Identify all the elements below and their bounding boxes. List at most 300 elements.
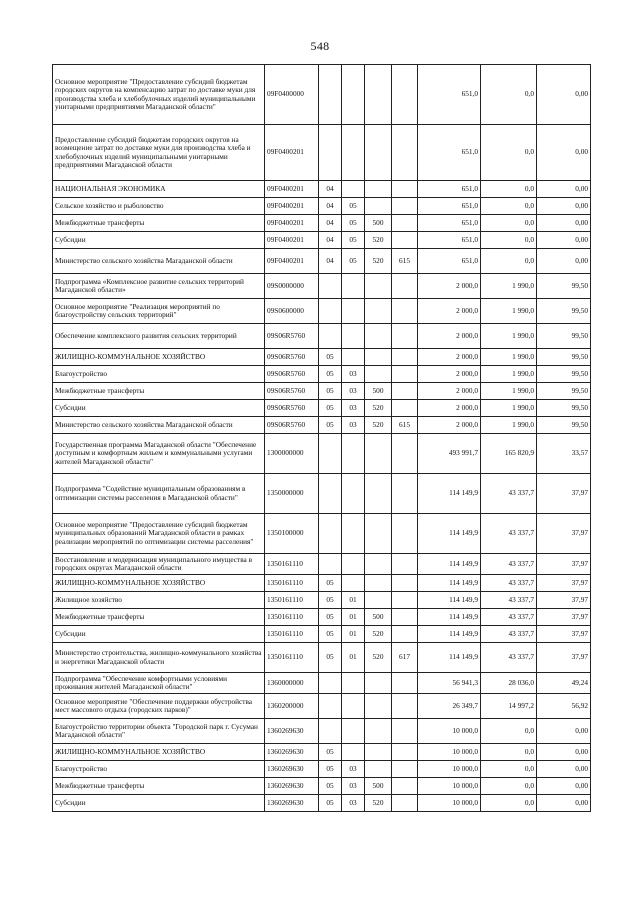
row-value-plan: 114 149,9 — [418, 609, 481, 626]
row-podrazdel — [342, 65, 365, 125]
row-vid-rashodov — [365, 181, 392, 198]
row-value-fact: 1 990,0 — [481, 417, 537, 434]
row-vedomstvo — [392, 232, 418, 249]
row-code: 1360200000 — [265, 694, 319, 719]
row-razdel: 05 — [319, 349, 342, 366]
row-vedomstvo — [392, 434, 418, 474]
row-code: 1350161110 — [265, 609, 319, 626]
row-vid-rashodov — [365, 324, 392, 349]
row-value-percent: 37,97 — [537, 514, 591, 554]
row-vedomstvo — [392, 609, 418, 626]
row-name: ЖИЛИЩНО-КОММУНАЛЬНОЕ ХОЗЯЙСТВО — [53, 744, 265, 761]
row-podrazdel — [342, 434, 365, 474]
row-value-fact: 1 990,0 — [481, 349, 537, 366]
row-razdel: 05 — [319, 383, 342, 400]
row-podrazdel — [342, 181, 365, 198]
row-podrazdel: 01 — [342, 592, 365, 609]
table-row — [53, 474, 591, 514]
row-razdel: 05 — [319, 575, 342, 592]
row-name: Сельское хозяйство и рыболовство — [53, 198, 265, 215]
row-vedomstvo — [392, 761, 418, 778]
row-podrazdel — [342, 575, 365, 592]
table-row — [53, 349, 591, 366]
row-podrazdel: 03 — [342, 383, 365, 400]
row-podrazdel — [342, 299, 365, 324]
row-vedomstvo: 615 — [392, 417, 418, 434]
row-name: Подпрограмма "Содействие муниципальным образованиям в оптимизации системы расселения в Магаданской области" — [53, 474, 265, 514]
table-row — [53, 554, 591, 575]
row-value-percent: 99,50 — [537, 274, 591, 299]
row-name: Субсидии — [53, 232, 265, 249]
row-code: 1360269630 — [265, 719, 319, 744]
row-vid-rashodov: 520 — [365, 249, 392, 274]
row-value-fact: 1 990,0 — [481, 299, 537, 324]
row-razdel — [319, 694, 342, 719]
row-vedomstvo — [392, 215, 418, 232]
row-razdel — [319, 673, 342, 694]
row-value-percent: 37,97 — [537, 643, 591, 673]
row-podrazdel: 03 — [342, 417, 365, 434]
row-razdel: 05 — [319, 744, 342, 761]
row-code: 1350000000 — [265, 474, 319, 514]
row-razdel: 05 — [319, 400, 342, 417]
row-code: 09S0000000 — [265, 274, 319, 299]
row-podrazdel — [342, 554, 365, 575]
row-vedomstvo — [392, 744, 418, 761]
row-name: Основное мероприятие "Реализация мероприятий по благоустройству сельских территорий" — [53, 299, 265, 324]
row-code: 1360269630 — [265, 744, 319, 761]
row-vid-rashodov — [365, 349, 392, 366]
row-podrazdel — [342, 514, 365, 554]
table-row — [53, 514, 591, 554]
row-vedomstvo — [392, 349, 418, 366]
row-value-fact: 43 337,7 — [481, 554, 537, 575]
row-value-fact: 0,0 — [481, 181, 537, 198]
row-code: 1350161110 — [265, 643, 319, 673]
row-razdel — [319, 299, 342, 324]
row-vid-rashodov — [365, 299, 392, 324]
table-row — [53, 575, 591, 592]
row-value-percent: 99,50 — [537, 417, 591, 434]
table-row — [53, 719, 591, 744]
table-row — [53, 232, 591, 249]
row-razdel — [319, 125, 342, 181]
row-value-plan: 651,0 — [418, 125, 481, 181]
row-value-plan: 2 000,0 — [418, 299, 481, 324]
row-name: Основное мероприятие "Предоставление субсидий бюджетам городских округов на компенсацию затрат по доставке муки для производства хлеба и хлебобулочных изделий муниципальными унитарными предприятиями Магаданской области" — [53, 65, 265, 125]
row-value-plan: 10 000,0 — [418, 761, 481, 778]
row-value-fact: 165 820,9 — [481, 434, 537, 474]
row-value-fact: 1 990,0 — [481, 366, 537, 383]
row-name: Благоустройство — [53, 366, 265, 383]
row-value-fact: 0,0 — [481, 65, 537, 125]
row-vedomstvo — [392, 198, 418, 215]
row-value-fact: 43 337,7 — [481, 643, 537, 673]
row-code: 09F0400201 — [265, 232, 319, 249]
table-row — [53, 181, 591, 198]
row-value-plan: 2 000,0 — [418, 383, 481, 400]
table-row — [53, 795, 591, 812]
row-name: Основное мероприятие "Обеспечение поддержки обустройства мест массового отдыха (городских парков)" — [53, 694, 265, 719]
row-razdel: 05 — [319, 643, 342, 673]
table-row — [53, 215, 591, 232]
row-vid-rashodov — [365, 198, 392, 215]
table-row — [53, 626, 591, 643]
table-row — [53, 324, 591, 349]
row-value-percent: 37,97 — [537, 592, 591, 609]
row-value-plan: 56 941,3 — [418, 673, 481, 694]
row-code: 1360269630 — [265, 778, 319, 795]
row-vid-rashodov: 500 — [365, 215, 392, 232]
row-vedomstvo — [392, 474, 418, 514]
row-razdel — [319, 65, 342, 125]
row-value-fact: 1 990,0 — [481, 324, 537, 349]
row-value-fact: 1 990,0 — [481, 274, 537, 299]
row-code: 1350161110 — [265, 592, 319, 609]
row-value-plan: 114 149,9 — [418, 626, 481, 643]
row-name: Подпрограмма «Комплексное развитие сельских территорий Магаданской области» — [53, 274, 265, 299]
row-vedomstvo — [392, 694, 418, 719]
row-vedomstvo — [392, 65, 418, 125]
row-value-percent: 0,00 — [537, 778, 591, 795]
row-razdel: 05 — [319, 609, 342, 626]
row-name: Подпрограмма "Обеспечение комфортными условиями проживания жителей Магаданской области" — [53, 673, 265, 694]
row-value-percent: 0,00 — [537, 181, 591, 198]
row-vedomstvo — [392, 274, 418, 299]
row-code: 1350161110 — [265, 554, 319, 575]
row-razdel: 04 — [319, 198, 342, 215]
row-code: 09S06R5760 — [265, 417, 319, 434]
row-code: 1360269630 — [265, 795, 319, 812]
row-code: 09F0400201 — [265, 125, 319, 181]
row-code: 1350100000 — [265, 514, 319, 554]
row-vid-rashodov — [365, 65, 392, 125]
row-name: Жилищное хозяйство — [53, 592, 265, 609]
row-vid-rashodov: 520 — [365, 417, 392, 434]
row-code: 09F0400000 — [265, 65, 319, 125]
row-value-plan: 651,0 — [418, 249, 481, 274]
row-vid-rashodov — [365, 761, 392, 778]
row-vedomstvo — [392, 673, 418, 694]
row-vid-rashodov — [365, 125, 392, 181]
row-vedomstvo — [392, 778, 418, 795]
row-razdel: 05 — [319, 795, 342, 812]
row-value-percent: 37,97 — [537, 626, 591, 643]
row-vedomstvo — [392, 795, 418, 812]
row-value-percent: 49,24 — [537, 673, 591, 694]
table-row — [53, 673, 591, 694]
row-razdel — [319, 474, 342, 514]
row-value-percent: 0,00 — [537, 744, 591, 761]
row-value-fact: 0,0 — [481, 744, 537, 761]
row-razdel: 04 — [319, 181, 342, 198]
row-value-percent: 0,00 — [537, 215, 591, 232]
table-row — [53, 366, 591, 383]
row-value-fact: 0,0 — [481, 719, 537, 744]
row-podrazdel: 03 — [342, 795, 365, 812]
table-row — [53, 434, 591, 474]
row-name: Благоустройство — [53, 761, 265, 778]
row-podrazdel — [342, 474, 365, 514]
row-name: ЖИЛИЩНО-КОММУНАЛЬНОЕ ХОЗЯЙСТВО — [53, 349, 265, 366]
row-code: 09S06R5760 — [265, 324, 319, 349]
row-razdel: 05 — [319, 778, 342, 795]
row-vid-rashodov: 520 — [365, 626, 392, 643]
row-podrazdel: 05 — [342, 249, 365, 274]
row-value-plan: 10 000,0 — [418, 744, 481, 761]
row-razdel: 04 — [319, 249, 342, 274]
row-name: Министерство сельского хозяйства Магаданской области — [53, 417, 265, 434]
row-value-fact: 0,0 — [481, 249, 537, 274]
table-row — [53, 249, 591, 274]
row-vedomstvo — [392, 400, 418, 417]
row-value-percent: 37,97 — [537, 554, 591, 575]
row-vedomstvo: 615 — [392, 249, 418, 274]
row-razdel: 05 — [319, 626, 342, 643]
table-row — [53, 274, 591, 299]
row-code: 1360269630 — [265, 761, 319, 778]
table-row — [53, 299, 591, 324]
row-value-fact: 0,0 — [481, 795, 537, 812]
row-value-plan: 493 991,7 — [418, 434, 481, 474]
row-name: Восстановление и модернизация муниципального имущества в городских округах Магаданской области — [53, 554, 265, 575]
row-razdel: 05 — [319, 761, 342, 778]
row-vid-rashodov: 500 — [365, 383, 392, 400]
row-code: 1360000000 — [265, 673, 319, 694]
row-vid-rashodov — [365, 514, 392, 554]
row-razdel: 04 — [319, 232, 342, 249]
row-name: Основное мероприятие "Предоставление субсидий бюджетам муниципальных образований Магаданской области в рамках реализации мероприятий по оптимизации системы расселения" — [53, 514, 265, 554]
table-row — [53, 643, 591, 673]
row-code: 1350161110 — [265, 626, 319, 643]
table-row — [53, 592, 591, 609]
row-name: Межбюджетные трансферты — [53, 215, 265, 232]
row-vid-rashodov — [365, 366, 392, 383]
row-value-plan: 10 000,0 — [418, 719, 481, 744]
row-value-plan: 114 149,9 — [418, 575, 481, 592]
table-row — [53, 383, 591, 400]
row-value-percent: 99,50 — [537, 349, 591, 366]
row-vid-rashodov — [365, 592, 392, 609]
row-code: 09S06R5760 — [265, 366, 319, 383]
row-value-plan: 2 000,0 — [418, 366, 481, 383]
row-vedomstvo — [392, 299, 418, 324]
row-name: Министерство сельского хозяйства Магаданской области — [53, 249, 265, 274]
row-vedomstvo — [392, 181, 418, 198]
row-podrazdel — [342, 694, 365, 719]
row-vedomstvo — [392, 626, 418, 643]
row-value-fact: 43 337,7 — [481, 575, 537, 592]
row-value-percent: 0,00 — [537, 232, 591, 249]
row-name: Благоустройство территории объекта "Городской парк г. Сусуман Магаданской области" — [53, 719, 265, 744]
row-code: 09S06R5760 — [265, 349, 319, 366]
row-code: 09S0600000 — [265, 299, 319, 324]
row-podrazdel: 03 — [342, 400, 365, 417]
row-name: ЖИЛИЩНО-КОММУНАЛЬНОЕ ХОЗЯЙСТВО — [53, 575, 265, 592]
row-value-plan: 10 000,0 — [418, 778, 481, 795]
row-value-percent: 99,50 — [537, 299, 591, 324]
row-vid-rashodov: 520 — [365, 795, 392, 812]
row-code: 1350161110 — [265, 575, 319, 592]
table-row — [53, 400, 591, 417]
row-value-percent: 0,00 — [537, 198, 591, 215]
row-podrazdel — [342, 125, 365, 181]
row-value-fact: 0,0 — [481, 778, 537, 795]
row-value-plan: 651,0 — [418, 215, 481, 232]
table-row — [53, 778, 591, 795]
row-value-fact: 0,0 — [481, 125, 537, 181]
table-row — [53, 609, 591, 626]
row-vid-rashodov: 500 — [365, 778, 392, 795]
row-value-fact: 43 337,7 — [481, 514, 537, 554]
row-podrazdel — [342, 324, 365, 349]
budget-table — [52, 64, 591, 812]
table-row — [53, 417, 591, 434]
row-podrazdel — [342, 673, 365, 694]
table-row — [53, 65, 591, 125]
row-value-percent: 0,00 — [537, 719, 591, 744]
row-vid-rashodov — [365, 554, 392, 575]
row-vedomstvo: 617 — [392, 643, 418, 673]
row-podrazdel: 01 — [342, 643, 365, 673]
row-name: Субсидии — [53, 400, 265, 417]
row-value-plan: 651,0 — [418, 65, 481, 125]
row-value-fact: 0,0 — [481, 198, 537, 215]
row-value-plan: 10 000,0 — [418, 795, 481, 812]
row-value-fact: 0,0 — [481, 215, 537, 232]
row-name: Министерство строительства, жилищно-коммунального хозяйства и энергетики Магаданской области — [53, 643, 265, 673]
table-row — [53, 198, 591, 215]
row-podrazdel: 01 — [342, 626, 365, 643]
row-value-percent: 0,00 — [537, 65, 591, 125]
row-value-plan: 2 000,0 — [418, 274, 481, 299]
row-code: 1300000000 — [265, 434, 319, 474]
row-name: Межбюджетные трансферты — [53, 609, 265, 626]
row-value-percent: 0,00 — [537, 761, 591, 778]
row-value-plan: 114 149,9 — [418, 643, 481, 673]
row-code: 09S06R5760 — [265, 383, 319, 400]
row-vedomstvo — [392, 575, 418, 592]
row-value-plan: 2 000,0 — [418, 349, 481, 366]
row-vedomstvo — [392, 554, 418, 575]
row-value-plan: 2 000,0 — [418, 400, 481, 417]
row-podrazdel: 05 — [342, 215, 365, 232]
row-value-plan: 114 149,9 — [418, 592, 481, 609]
row-value-fact: 1 990,0 — [481, 400, 537, 417]
row-value-plan: 114 149,9 — [418, 474, 481, 514]
row-value-percent: 0,00 — [537, 125, 591, 181]
row-value-plan: 2 000,0 — [418, 417, 481, 434]
row-value-plan: 114 149,9 — [418, 514, 481, 554]
row-razdel: 04 — [319, 215, 342, 232]
row-name: Межбюджетные трансферты — [53, 778, 265, 795]
row-razdel — [319, 324, 342, 349]
row-vid-rashodov — [365, 744, 392, 761]
row-vid-rashodov: 520 — [365, 232, 392, 249]
row-value-percent: 37,97 — [537, 575, 591, 592]
row-value-fact: 43 337,7 — [481, 474, 537, 514]
row-vedomstvo — [392, 366, 418, 383]
row-value-plan: 26 349,7 — [418, 694, 481, 719]
row-value-fact: 0,0 — [481, 761, 537, 778]
page-number: 548 — [310, 39, 330, 53]
table-row — [53, 761, 591, 778]
table-row — [53, 744, 591, 761]
row-code: 09S06R5760 — [265, 400, 319, 417]
row-value-percent: 37,97 — [537, 609, 591, 626]
row-code: 09F0400201 — [265, 215, 319, 232]
row-value-percent: 99,50 — [537, 366, 591, 383]
row-razdel: 05 — [319, 366, 342, 383]
row-value-percent: 99,50 — [537, 383, 591, 400]
row-vedomstvo — [392, 719, 418, 744]
row-podrazdel — [342, 349, 365, 366]
row-razdel — [319, 434, 342, 474]
row-code: 09F0400201 — [265, 198, 319, 215]
row-value-fact: 1 990,0 — [481, 383, 537, 400]
row-vid-rashodov: 520 — [365, 400, 392, 417]
row-podrazdel: 03 — [342, 366, 365, 383]
row-vedomstvo — [392, 592, 418, 609]
row-value-plan: 114 149,9 — [418, 554, 481, 575]
row-code: 09F0400201 — [265, 249, 319, 274]
row-value-percent: 0,00 — [537, 249, 591, 274]
row-vedomstvo — [392, 514, 418, 554]
row-podrazdel — [342, 744, 365, 761]
row-vid-rashodov: 500 — [365, 609, 392, 626]
row-name: Обеспечение комплексного развития сельских территорий — [53, 324, 265, 349]
row-razdel — [319, 554, 342, 575]
row-podrazdel: 01 — [342, 609, 365, 626]
row-value-percent: 37,97 — [537, 474, 591, 514]
row-vid-rashodov — [365, 575, 392, 592]
row-vedomstvo — [392, 324, 418, 349]
row-vid-rashodov — [365, 474, 392, 514]
row-vid-rashodov: 520 — [365, 643, 392, 673]
row-value-fact: 43 337,7 — [481, 609, 537, 626]
row-podrazdel: 03 — [342, 778, 365, 795]
row-value-fact: 43 337,7 — [481, 626, 537, 643]
table-row — [53, 125, 591, 181]
row-name: Субсидии — [53, 795, 265, 812]
row-value-percent: 33,57 — [537, 434, 591, 474]
row-value-percent: 99,50 — [537, 400, 591, 417]
table-body — [53, 65, 591, 812]
row-value-percent: 56,92 — [537, 694, 591, 719]
row-value-fact: 0,0 — [481, 232, 537, 249]
row-podrazdel: 03 — [342, 761, 365, 778]
row-razdel: 05 — [319, 417, 342, 434]
row-value-fact: 14 997,2 — [481, 694, 537, 719]
row-value-fact: 43 337,7 — [481, 592, 537, 609]
row-value-plan: 651,0 — [418, 232, 481, 249]
row-value-plan: 651,0 — [418, 181, 481, 198]
row-vedomstvo — [392, 383, 418, 400]
row-podrazdel — [342, 719, 365, 744]
row-vid-rashodov — [365, 694, 392, 719]
row-value-percent: 0,00 — [537, 795, 591, 812]
row-vedomstvo — [392, 125, 418, 181]
row-vid-rashodov — [365, 673, 392, 694]
row-name: Государственная программа Магаданской области "Обеспечение доступным и комфортным жильем и коммунальными услугами жителей Магаданской области" — [53, 434, 265, 474]
row-code: 09F0400201 — [265, 181, 319, 198]
row-name: НАЦИОНАЛЬНАЯ ЭКОНОМИКА — [53, 181, 265, 198]
row-razdel — [319, 719, 342, 744]
row-podrazdel: 05 — [342, 232, 365, 249]
row-vid-rashodov — [365, 434, 392, 474]
row-value-plan: 651,0 — [418, 198, 481, 215]
row-value-plan: 2 000,0 — [418, 324, 481, 349]
